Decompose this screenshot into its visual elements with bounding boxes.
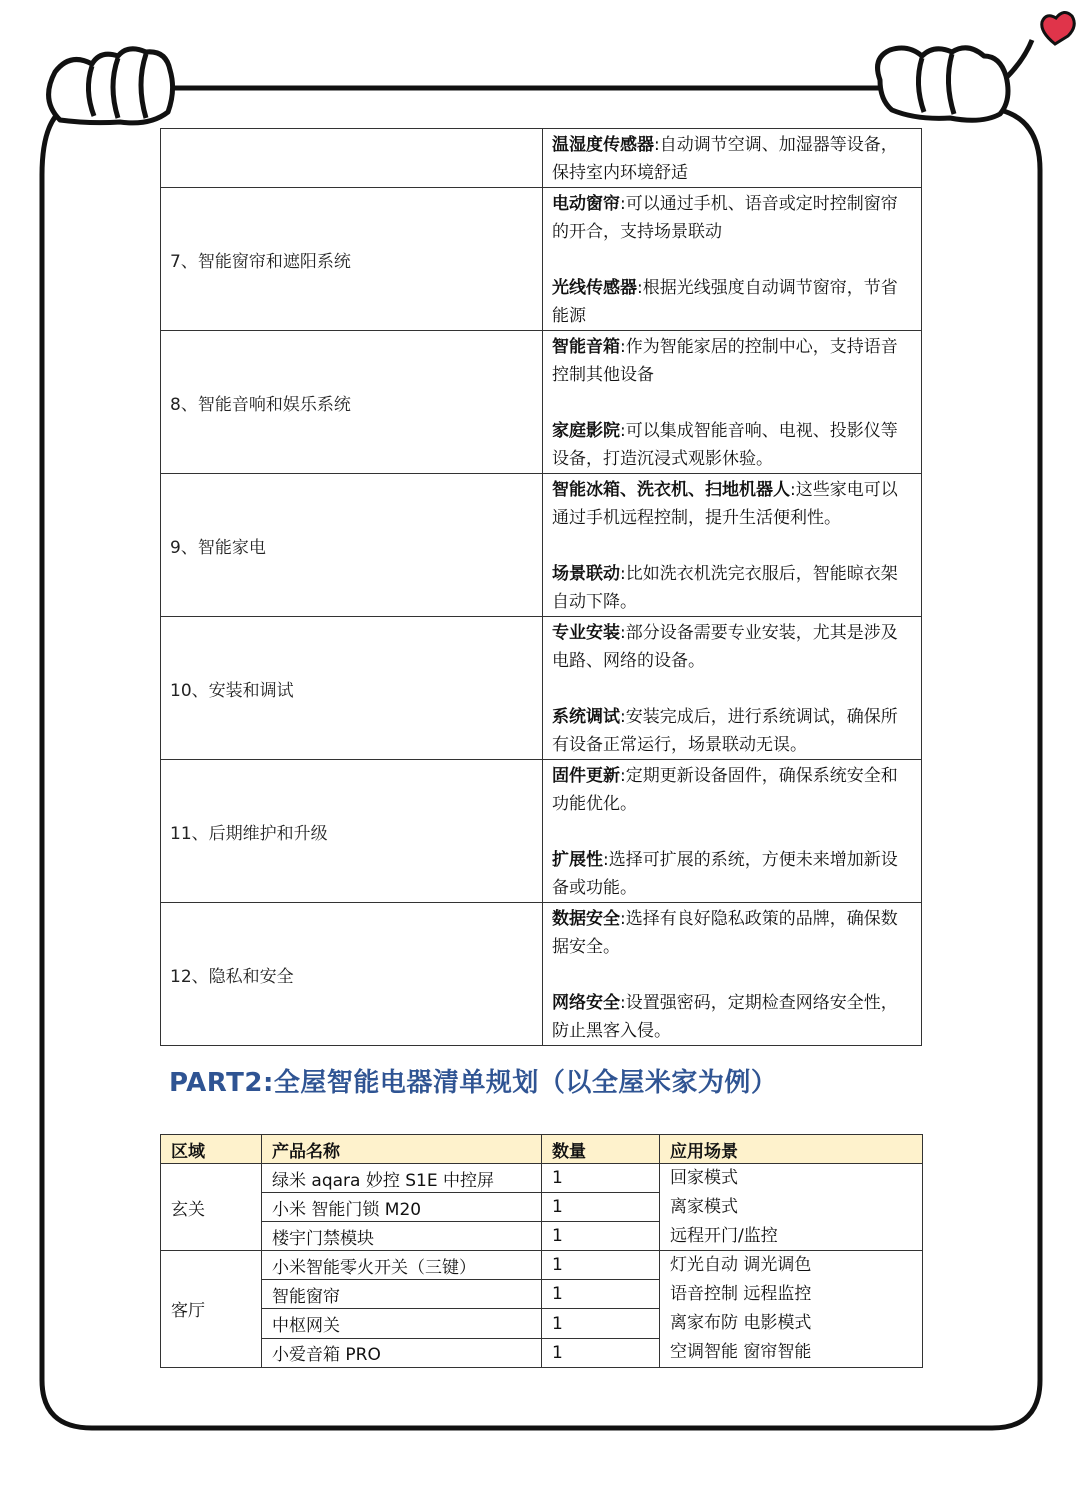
description-cell <box>543 129 922 188</box>
item-term: 系统调试 <box>552 707 620 727</box>
qty-cell: 1 <box>542 1338 660 1367</box>
item-paragraph <box>552 131 913 187</box>
item-paragraph <box>552 905 913 961</box>
product-cell: 智能窗帘 <box>262 1280 542 1309</box>
description-cell <box>543 474 922 617</box>
table-row <box>161 188 922 331</box>
scene-cell <box>660 1164 923 1251</box>
item-text: :作为智能家居的控制中心，支持语音控制其他设备 <box>552 337 898 385</box>
item-text: :自动调节空调、加湿器等设备，保持室内环境舒适 <box>552 135 898 183</box>
item-term: 智能音箱 <box>552 337 620 357</box>
category-cell: 7、智能窗帘和遮阳系统 <box>161 188 543 331</box>
table-row <box>161 1251 923 1280</box>
description-cell <box>543 188 922 331</box>
category-cell: 11、后期维护和升级 <box>161 760 543 903</box>
table-row <box>161 760 922 903</box>
table-row <box>161 1164 923 1193</box>
item-paragraph <box>552 417 913 473</box>
category-cell: 9、智能家电 <box>161 474 543 617</box>
item-paragraph <box>552 846 913 902</box>
item-paragraph <box>552 989 913 1045</box>
product-cell: 小米智能零火开关（三键） <box>262 1251 542 1280</box>
part2-heading: PART2:全屋智能电器清单规划（以全屋米家为例） <box>169 1068 778 1098</box>
item-text: :定期更新设备固件，确保系统安全和功能优化。 <box>552 766 898 814</box>
qty-cell: 1 <box>542 1193 660 1222</box>
item-term: 场景联动 <box>552 564 620 584</box>
qty-cell: 1 <box>542 1280 660 1309</box>
qty-cell: 1 <box>542 1309 660 1338</box>
item-term: 光线传感器 <box>552 278 637 298</box>
item-text: :这些家电可以通过手机远程控制，提升生活便利性。 <box>552 480 898 528</box>
item-term: 扩展性 <box>552 850 603 870</box>
item-paragraph <box>552 762 913 818</box>
smart-home-plan-table <box>160 128 922 1046</box>
table-row <box>161 331 922 474</box>
item-text: :选择可扩展的系统，方便未来增加新设备或功能。 <box>552 850 898 898</box>
item-paragraph <box>552 619 913 675</box>
scene-cell <box>660 1251 923 1367</box>
table-header-row <box>161 1135 923 1164</box>
item-paragraph <box>552 333 913 389</box>
item-paragraph <box>552 703 913 759</box>
item-text: :可以通过手机、语音或定时控制窗帘的开合，支持场景联动 <box>552 194 898 242</box>
heart-icon <box>1042 12 1074 44</box>
item-term: 智能冰箱、洗衣机、扫地机器人 <box>552 480 790 500</box>
item-text: :安装完成后，进行系统调试，确保所有设备正常运行，场景联动无误。 <box>552 707 898 755</box>
item-paragraph <box>552 274 913 330</box>
product-cell: 中枢网关 <box>262 1309 542 1338</box>
area-cell: 客厅 <box>161 1251 262 1367</box>
item-term: 家庭影院 <box>552 421 620 441</box>
item-term: 网络安全 <box>552 993 620 1013</box>
category-cell: 12、隐私和安全 <box>161 903 543 1046</box>
qty-cell: 1 <box>542 1251 660 1280</box>
product-cell: 绿米 aqara 妙控 S1E 中控屏 <box>262 1164 542 1193</box>
item-text: :根据光线强度自动调节窗帘，节省能源 <box>552 278 898 326</box>
scene-line: 空调智能 窗帘智能 <box>670 1341 812 1362</box>
product-cell: 小爱音箱 PRO <box>262 1338 542 1367</box>
item-paragraph <box>552 190 913 246</box>
item-paragraph <box>552 476 913 532</box>
table-row <box>161 617 922 760</box>
appliance-list-table <box>160 1134 923 1368</box>
left-glove-icon <box>49 49 173 123</box>
header-area: 区域 <box>161 1135 262 1164</box>
category-cell <box>161 129 543 188</box>
item-paragraph <box>552 560 913 616</box>
area-cell: 玄关 <box>161 1164 262 1251</box>
item-term: 专业安装 <box>552 623 620 643</box>
product-cell: 楼宇门禁模块 <box>262 1222 542 1251</box>
scene-line: 离家模式 <box>670 1196 738 1217</box>
header-product: 产品名称 <box>262 1135 542 1164</box>
table-row <box>161 474 922 617</box>
right-glove-icon <box>878 40 1032 120</box>
qty-cell: 1 <box>542 1222 660 1251</box>
item-text: :可以集成智能音响、电视、投影仪等设备，打造沉浸式观影休验。 <box>552 421 898 469</box>
scene-line: 离家布防 电影模式 <box>670 1312 812 1333</box>
scene-line: 语音控制 远程监控 <box>670 1284 812 1305</box>
header-qty: 数量 <box>542 1135 660 1164</box>
scene-line: 灯光自动 调光调色 <box>670 1255 812 1276</box>
scene-line: 回家模式 <box>670 1168 738 1188</box>
category-cell: 10、安装和调试 <box>161 617 543 760</box>
category-cell: 8、智能音响和娱乐系统 <box>161 331 543 474</box>
scene-line: 远程开门/监控 <box>670 1225 778 1246</box>
qty-cell: 1 <box>542 1164 660 1193</box>
header-scene: 应用场景 <box>660 1135 923 1164</box>
item-text: :部分设备需要专业安装，尤其是涉及电路、网络的设备。 <box>552 623 898 671</box>
item-text: :比如洗衣机洗完衣服后，智能晾衣架自动下降。 <box>552 564 898 612</box>
description-cell <box>543 760 922 903</box>
table-row <box>161 129 922 188</box>
item-term: 固件更新 <box>552 766 620 786</box>
item-term: 数据安全 <box>552 909 620 929</box>
item-text: :选择有良好隐私政策的品牌，确保数据安全。 <box>552 909 898 957</box>
item-term: 温湿度传感器 <box>552 135 654 155</box>
table-row <box>161 903 922 1046</box>
description-cell <box>543 331 922 474</box>
description-cell <box>543 617 922 760</box>
product-cell: 小米 智能门锁 M20 <box>262 1193 542 1222</box>
description-cell <box>543 903 922 1046</box>
item-text: :设置强密码，定期检查网络安全性，防止黑客入侵。 <box>552 993 898 1041</box>
item-term: 电动窗帘 <box>552 194 620 214</box>
